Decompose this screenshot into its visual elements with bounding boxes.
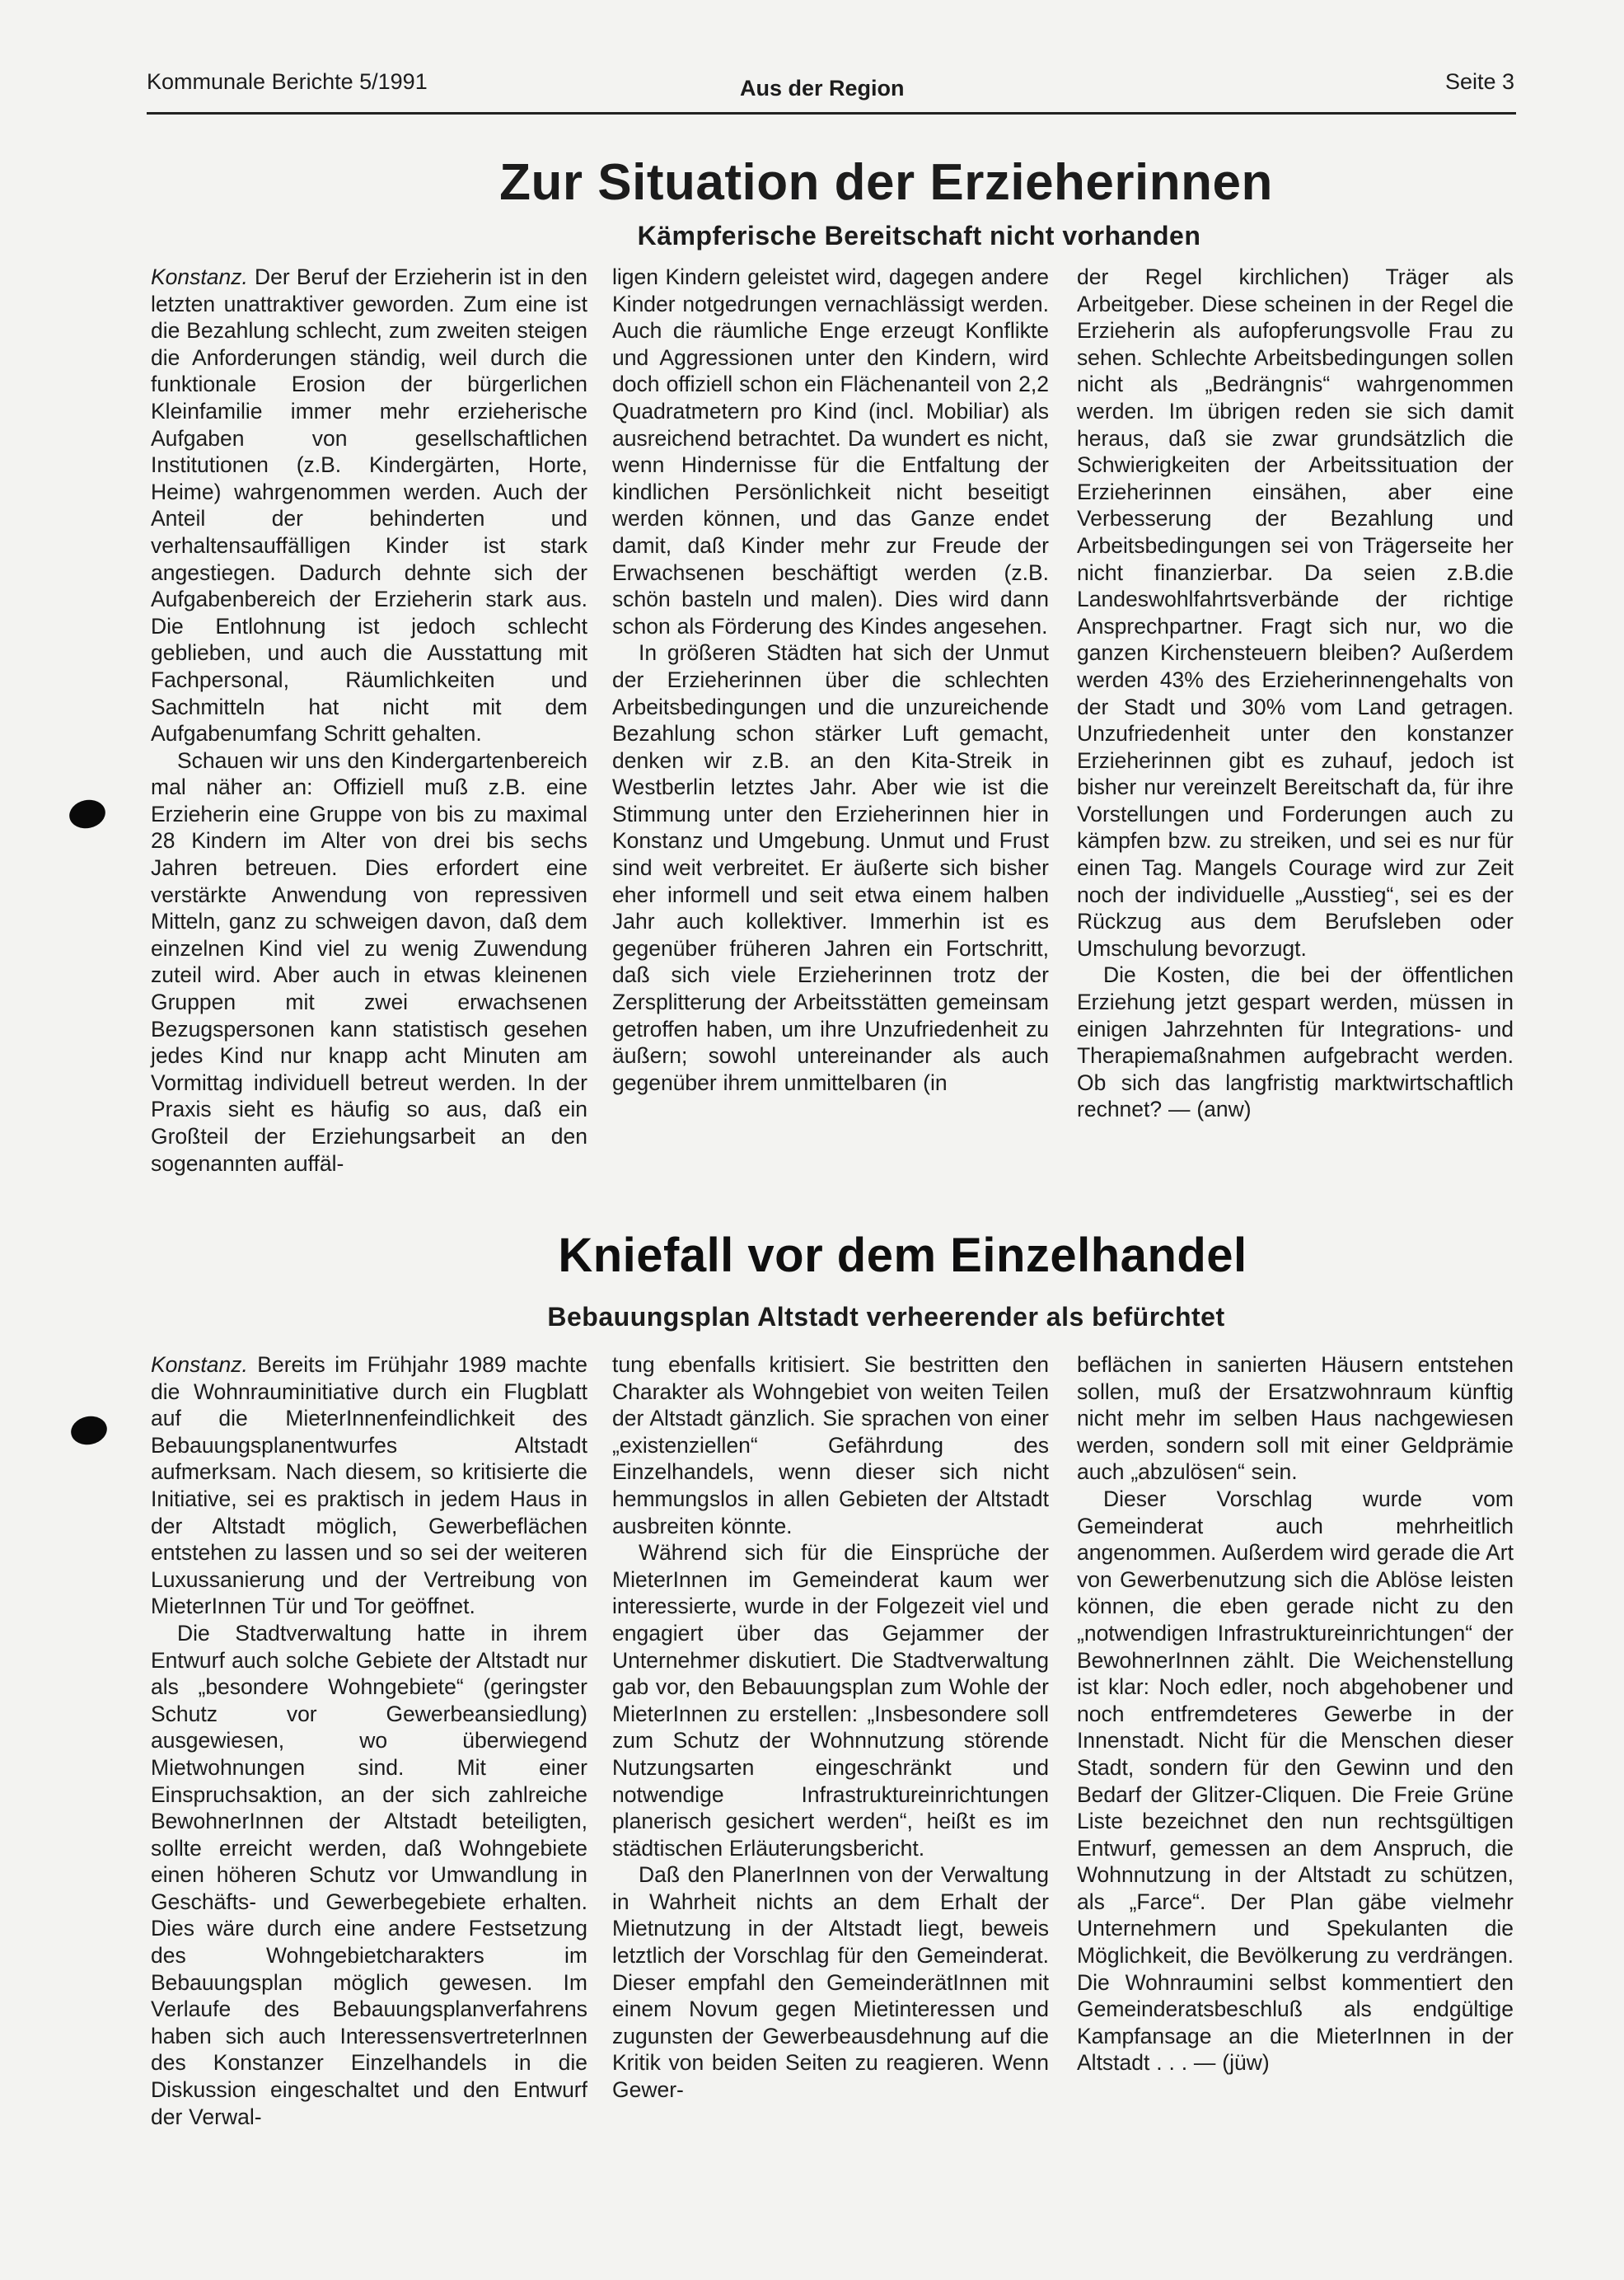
article1-paragraph: Konstanz. Der Beruf der Erzieherin ist in den letzten unattraktiver geworden. Zum eine ist die Bezahlung schlecht, zum zweiten steigen die Anforderungen ständig, weil durch die funktionale Erosion der bürgerlichen Kleinfamilie immer mehr erzieherische Aufgaben von gesellschaftlichen Institutionen (z.B. Kindergärten, Horte, Heime) wahrgenommen werden. Auch der Anteil der behinderten und verhaltensauffälligen Kinder ist stark angestiegen. Dadurch dehnte sich der Aufgabenbereich der Erzieherin stark aus. Die Entlohnung ist jedoch schlecht geblieben, und auch die Ausstattung mit Fachpersonal, Räumlichkeiten und Sachmitteln hat nicht mit dem Aufgabenumfang Schritt gehalten. [151, 265, 587, 747]
article1-paragraph: In größeren Städten hat sich der Unmut der Erzieherinnen über die schlechten Arbeitsbedingungen und die unzureichende Bezahlung schon stärker Luft gemacht, denken wir z.B. an den Kita-Streik in Westberlin letztes Jahr. Aber wie ist die Stimmung unter den Erzieherinnen hier in Konstanz und Umgebung. Unmut und Frust sind weit verbreitet. Er äußerte sich bisher eher informell und seit etwa einem halben Jahr auch kollektiver. Immerhin ist es gegenüber früheren Jahren ein Fortschritt, daß sich viele Erzieherinnen trotz der Zersplitterung der Arbeitsstätten gemeinsam getroffen haben, um ihre Unzufriedenheit zu äußern; sowohl untereinander als auch gegenüber ihrem unmittelbaren (in [612, 640, 1049, 1095]
article2-paragraph: Während sich für die Einsprüche der MieterInnen im Gemeinderat kaum wer interessierte, wurde in der Folgezeit viel und engagiert über das Gejammer der Unternehmer diskutiert. Die Stadtverwaltung gab vor, den Bebauungsplan zum Wohle der MieterInnen zu erstellen: „Insbesondere soll zum Schutz der Wohnnutzung störende Nutzungsarten eingeschränkt und notwendige Infrastruktureinrichtungen planerisch gesichert werden“, heißt es im städtischen Erläuterungsbericht. [612, 1540, 1049, 1861]
article2-paragraph: Dieser Vorschlag wurde vom Gemeinderat auch mehrheitlich angenommen. Außerdem wird gerade die Art von Gewerbenutzung sich die Ablöse leisten können, die eben gerade nicht zu den „notwendigen Infrastruktureinrichtungen“ der BewohnerInnen zählt. Die Weichenstellung ist klar: Noch edler, noch abgehobener und noch entfremdeteres Gewerbe in der Innenstadt. Nicht für die Menschen dieser Stadt, sondern für den Gewinn und den Bedarf der Glitzer-Cliquen. Die Freie Grüne Liste bezeichnet den nun rechtsgültigen Entwurf, gemessen an dem Anspruch, die Wohnnutzung in der Altstadt zu schützen, als „Farce“. Der Plan gäbe vielmehr Unternehmern und Spekulanten die Möglichkeit, die Bevölkerung zu verdrängen. Die Wohnraumini selbst kommentiert den Gemeinderatsbeschluß als endgültige Kampfansage an die MieterInnen in der Altstadt . . . — (jüw) [1077, 1486, 1514, 2076]
article2-paragraph: Die Stadtverwaltung hatte in ihrem Entwurf auch solche Gebiete der Altstadt nur als „besondere Wohngebiete“ (geringster Schutz vor Gewerbeansiedlung) ausgewiesen, wo überwiegend Mietwohnungen sind. Mit einer Einspruchsaktion, an der sich zahlreiche BewohnerInnen der Altstadt beteiligten, sollte erreicht werden, daß Wohngebiete einen höheren Schutz vor Umwandlung in Geschäfts- und Gewerbegebiete erhalten. Dies wäre durch eine andere Festsetzung des Wohngebietcharakters im Bebauungsplan möglich gewesen. Im Verlaufe des Bebauungsplanverfahrens haben sich auch Interessensvertreterlnnen des Konstanzer Einzelhandels in die Diskussion eingeschaltet und den Entwurf der Verwal- [151, 1620, 587, 2129]
article1-paragraph: Schauen wir uns den Kindergartenbereich mal näher an: Offiziell muß z.B. eine Erzieherin eine Gruppe von bis zu maximal 28 Kindern im Alter von drei bis sechs Jahren betreuen. Dies erfordert eine verstärkte Anwendung von repressiven Mitteln, ganz zu schweigen davon, daß dem einzelnen Kind viel zu wenig Zuwendung zuteil wird. Aber auch in etwas kleinenen Gruppen mit zwei erwachsenen Bezugspersonen kann statistisch gesehen jedes Kind nur knapp acht Minuten am Vormittag individuell betreut werden. In der Praxis sieht es häufig so aus, daß ein Großteil der Erziehungsarbeit an den sogenannten auffäl- [151, 747, 587, 1176]
article1-paragraph: der Regel kirchlichen) Träger als Arbeitgeber. Diese scheinen in der Regel die Erzieherin als aufopferungsvolle Frau zu sehen. Schlechte Arbeitsbedingungen sollen nicht als „Bedrängnis“ wahrgenommen werden. Im übrigen reden sie sich damit heraus, daß sie zwar grundsätzlich die Schwierigkeiten der Arbeitssituation der Erzieherinnen einsähen, aber eine Verbesserung der Bezahlung und Arbeitsbedingungen sei von Trägerseite her nicht finanzierbar. Da seien z.B.die Landeswohlfahrtsverbände der richtige Ansprechpartner. Fragt sich nur, wo die ganzen Kirchensteuern bleiben? Außerdem werden 43% des Erzieherinnengehalts von der Stadt und 30% vom Land getragen. Unzufriedenheit unter den konstanzer Erzieherinnen gibt es zuhauf, jedoch ist bisher nur vereinzelt Bereitschaft da, für ihre Vorstellungen und Forderungen auch zu kämpfen bzw. zu streiken, und sei es nur für einen Tag. Mangels Courage wird zur Zeit noch der individuelle „Ausstieg“, sei es der Rückzug aus dem Berufsleben oder Umschulung bevorzugt. [1077, 265, 1514, 961]
publication-info: Kommunale Berichte 5/1991 [147, 69, 428, 94]
dateline: Konstanz. [151, 265, 248, 289]
article2-paragraph: Konstanz. Bereits im Frühjahr 1989 machte die Wohnrauminitiative durch ein Flugblatt auf die MieterInnenfeindlichkeit des Bebauungsplanentwurfes Altstadt aufmerksam. Nach diesem, so kritisierte die Initiative, sei es praktisch in jedem Haus in der Altstadt möglich, Gewerbeflächen entstehen zu lassen und so sei der weiteren Luxussanierung und der Vertreibung von MieterInnen Tür und Tor geöffnet. [151, 1352, 587, 1619]
punch-hole [68, 1413, 110, 1448]
article2-column-3 [1077, 1351, 1514, 2076]
article2-title: Kniefall vor dem Einzelhandel [558, 1229, 1247, 1282]
article2-paragraph: tung ebenfalls kritisiert. Sie bestritten den Charakter als Wohngebiet von weiten Teilen der Altstadt gänzlich. Sie sprachen von einer „existenziellen“ Gefährdung des Einzelhandels, wenn dieser sich nicht hemmungslos in allen Gebieten der Altstadt ausbreiten könnte. [612, 1352, 1049, 1538]
article2-paragraph: beflächen in sanierten Häusern entstehen sollen, muß der Ersatzwohnraum künftig nicht mehr im selben Haus nachgewiesen werden, sondern soll mit einer Geldprämie auch „abzulösen“ sein. [1077, 1352, 1514, 1485]
article1-column-3 [1077, 264, 1514, 1123]
article2-column-2 [612, 1351, 1049, 2104]
article1-column-1 [151, 264, 587, 1177]
article1-column-2 [612, 264, 1049, 1096]
article2-column-1 [151, 1351, 587, 2130]
header-rule [147, 112, 1516, 115]
article2-paragraph: Daß den PlanerInnen von der Verwaltung in Wahrheit nichts an dem Erhalt der Mietnutzung in der Altstadt liegt, beweis letztlich der Vorschlag für den Gemeinderat. Dieser empfahl den GemeinderätInnen mit einem Novum gegen Mietinteressen und zugunsten der Gewerbeausdehnung auf die Kritik von beiden Seiten zu reagieren. Wenn Gewer- [612, 1862, 1049, 2103]
article1-subtitle: Kämpferische Bereitschaft nicht vorhanden [637, 221, 1201, 250]
dateline: Konstanz. [151, 1352, 248, 1377]
page-header [147, 69, 1514, 110]
article1-paragraph: ligen Kindern geleistet wird, dagegen andere Kinder notgedrungen vernachlässigt werden. Auch die räumliche Enge erzeugt Konflikte und Aggressionen unter den Kindern, wird doch offiziell schon ein Flächenanteil von 2,2 Quadratmetern pro Kind (incl. Mobiliar) als ausreichend betrachtet. Da wundert es nicht, wenn Hindernisse für die Entfaltung der kindlichen Persönlichkeit nicht beseitigt werden können, und das Ganze endet damit, daß Kinder mehr zur Freude der Erwachsenen beschäftigt werden (z.B. schön basteln und malen). Dies wird dann schon als Förderung des Kindes angesehen. [612, 265, 1049, 639]
page-number: Seite 3 [1444, 69, 1514, 94]
article1-paragraph: Die Kosten, die bei der öffentlichen Erziehung jetzt gespart werden, müssen in einigen Jahrzehnten für Integrations- und Therapiemaßnahmen aufgebracht werden. Ob sich das langfristig marktwirtschaftlich rechnet? — (anw) [1077, 962, 1514, 1122]
article2-subtitle: Bebauungsplan Altstadt verheerender als befürchtet [547, 1302, 1225, 1332]
article1-title: Zur Situation der Erzieherinnen [499, 154, 1273, 211]
punch-hole [67, 797, 108, 831]
section-name: Aus der Region [740, 76, 905, 101]
